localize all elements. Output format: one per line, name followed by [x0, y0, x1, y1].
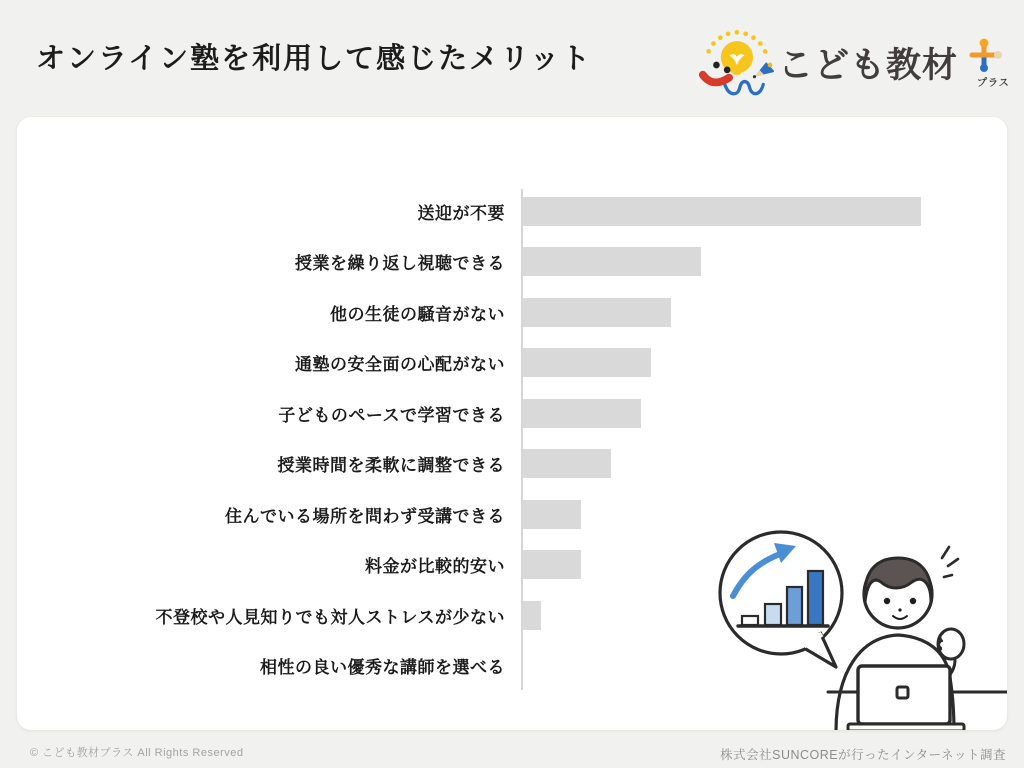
category-label: 相性の良い優秀な講師を選べる — [260, 658, 505, 678]
bar — [521, 247, 701, 276]
category-label: 授業時間を柔軟に調整できる — [277, 456, 505, 476]
bar — [521, 399, 641, 428]
emphasis-marks-icon — [942, 547, 958, 577]
bar — [521, 348, 651, 377]
footer-source: 株式会社SUNCOREが行ったインターネット調査 — [720, 748, 1006, 762]
bar-area — [521, 287, 981, 338]
footer-copyright: © こども教材プラス All Rights Reserved — [30, 747, 244, 759]
laptop-icon — [848, 666, 964, 730]
brand-logo-text: こども教材 — [777, 45, 958, 85]
bar-area — [521, 338, 981, 389]
bar — [521, 601, 541, 630]
page-title: オンライン塾を利用して感じたメリット — [36, 43, 592, 75]
axis-line — [521, 189, 523, 690]
chart-row — [17, 186, 981, 237]
category-label: 不登校や人見知りでも対人ストレスが少ない — [155, 607, 505, 627]
bar — [521, 550, 581, 579]
boy-nose — [898, 608, 901, 611]
boy-eye — [884, 598, 890, 604]
brand-plus — [964, 34, 1010, 96]
bulb-base — [733, 71, 741, 75]
category-label: 送迎が不要 — [417, 203, 505, 223]
category-label: 授業を繰り返し視聴できる — [295, 254, 505, 274]
chart-card — [17, 117, 1007, 730]
face-eye-dot — [724, 67, 731, 74]
bar — [521, 298, 671, 327]
chart-row — [17, 237, 981, 288]
squiggle-icon — [725, 82, 763, 94]
category-label: 子どものペースで学習できる — [278, 405, 505, 425]
chart-row — [17, 439, 981, 490]
illustration-boy-laptop — [700, 520, 1007, 730]
chart-row — [17, 287, 981, 338]
category-label: 料金が比較的安い — [365, 557, 505, 577]
accent-dot — [768, 63, 773, 68]
brand-logo-icon — [692, 26, 774, 104]
bar — [521, 500, 581, 529]
category-label: 通塾の安全面の心配がない — [295, 355, 505, 375]
bar — [521, 197, 921, 226]
brand-logo — [692, 26, 1010, 104]
category-label: 住んでいる場所を問わず受講できる — [225, 506, 505, 526]
bar-area — [521, 186, 981, 237]
face-eye-dot — [713, 62, 720, 69]
bar — [521, 449, 611, 478]
bar-area — [521, 439, 981, 490]
pencil-point — [753, 75, 756, 78]
brand-plus-label: プラス — [977, 78, 1010, 89]
chart-row — [17, 388, 981, 439]
red-smile-icon — [703, 75, 729, 83]
category-label: 他の生徒の騒音がない — [330, 304, 505, 324]
boy-eye — [910, 598, 916, 604]
chart-row — [17, 338, 981, 389]
speech-bubble — [720, 532, 842, 667]
bar-area — [521, 237, 981, 288]
bar-area — [521, 388, 981, 439]
